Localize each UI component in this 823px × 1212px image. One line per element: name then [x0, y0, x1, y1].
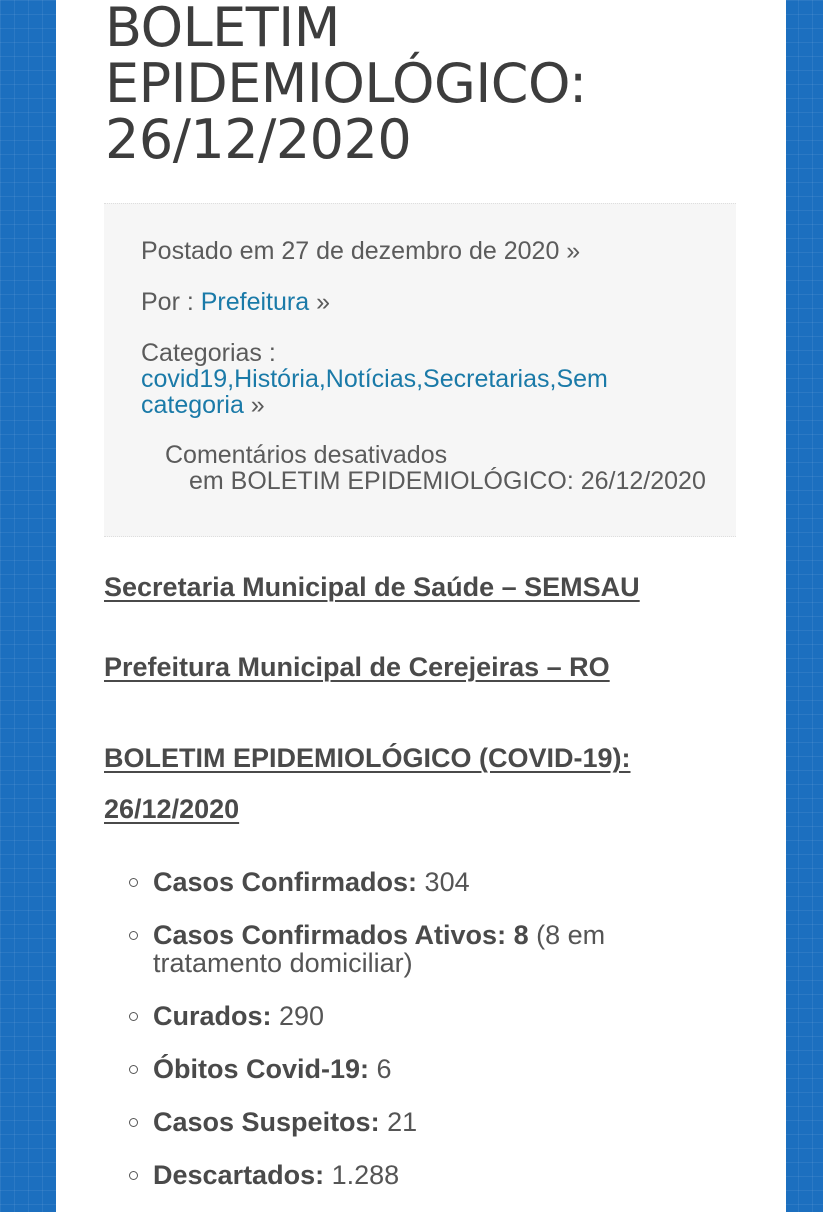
circle-bullet-icon — [129, 878, 138, 887]
heading-secretaria: Secretaria Municipal de Saúde – SEMSAU — [104, 572, 640, 602]
stat-value: 6 — [369, 1054, 392, 1084]
list-item — [153, 921, 713, 977]
page-title-line-2: EPIDEMIOLÓGICO: — [105, 52, 587, 115]
stat-value: 304 — [417, 867, 470, 897]
circle-bullet-icon — [129, 1065, 138, 1074]
stat-value: 21 — [379, 1107, 418, 1137]
post-date: Postado em 27 de dezembro de 2020 » — [141, 237, 581, 265]
circle-bullet-icon — [129, 1012, 138, 1021]
circle-bullet-icon — [129, 931, 138, 940]
stat-value: 1.288 — [324, 1160, 400, 1190]
comments-status-line-2: em BOLETIM EPIDEMIOLÓGICO: 26/12/2020 — [189, 467, 706, 495]
list-item — [153, 1002, 713, 1030]
author-link[interactable]: Prefeitura — [200, 288, 310, 316]
stat-value-detail-2: tratamento domiciliar) — [153, 948, 413, 978]
circle-bullet-icon — [129, 1118, 138, 1127]
heading-boletim-line-1: BOLETIM EPIDEMIOLÓGICO (COVID-19): — [104, 743, 631, 773]
list-item — [153, 1161, 713, 1189]
stat-value-bold: 8 — [506, 920, 529, 950]
list-item — [153, 868, 713, 896]
stat-label: Casos Confirmados Ativos: — [153, 920, 507, 950]
stat-label: Curados: — [153, 1001, 272, 1031]
post-author — [141, 289, 330, 315]
post-container — [56, 0, 786, 1212]
page-title-line-1: BOLETIM — [105, 0, 340, 59]
post-categories — [141, 340, 608, 418]
stat-label: Casos Confirmados: — [153, 867, 418, 897]
author-suffix: » — [309, 288, 330, 316]
comments-status-line-1: Comentários desativados — [165, 441, 448, 469]
stat-label: Óbitos Covid-19: — [153, 1054, 370, 1084]
circle-bullet-icon — [129, 1171, 138, 1180]
list-item — [153, 1055, 713, 1083]
categories-link-line-1: covid19,História,Notícias,Secretarias,Sem — [141, 365, 608, 393]
categories-prefix: Categorias : — [141, 339, 276, 367]
heading-boletim — [104, 733, 631, 835]
stats-list — [153, 868, 713, 1212]
stat-label: Casos Suspeitos: — [153, 1107, 380, 1137]
post-meta-box — [104, 203, 736, 537]
heading-prefeitura: Prefeitura Municipal de Cerejeiras – RO — [104, 652, 610, 682]
page-title-line-3: 26/12/2020 — [105, 108, 412, 171]
page-title — [105, 0, 765, 171]
categories-suffix: » — [243, 391, 265, 419]
list-item — [153, 1108, 713, 1136]
stat-label: Descartados: — [153, 1160, 325, 1190]
heading-boletim-line-2: 26/12/2020 — [104, 794, 240, 824]
categories-link[interactable] — [141, 365, 608, 419]
stat-value-detail: (8 em — [528, 920, 606, 950]
comments-status — [165, 442, 706, 494]
author-prefix: Por : — [141, 288, 201, 316]
categories-link-line-2: categoria — [141, 391, 244, 419]
stat-value: 290 — [271, 1001, 325, 1031]
